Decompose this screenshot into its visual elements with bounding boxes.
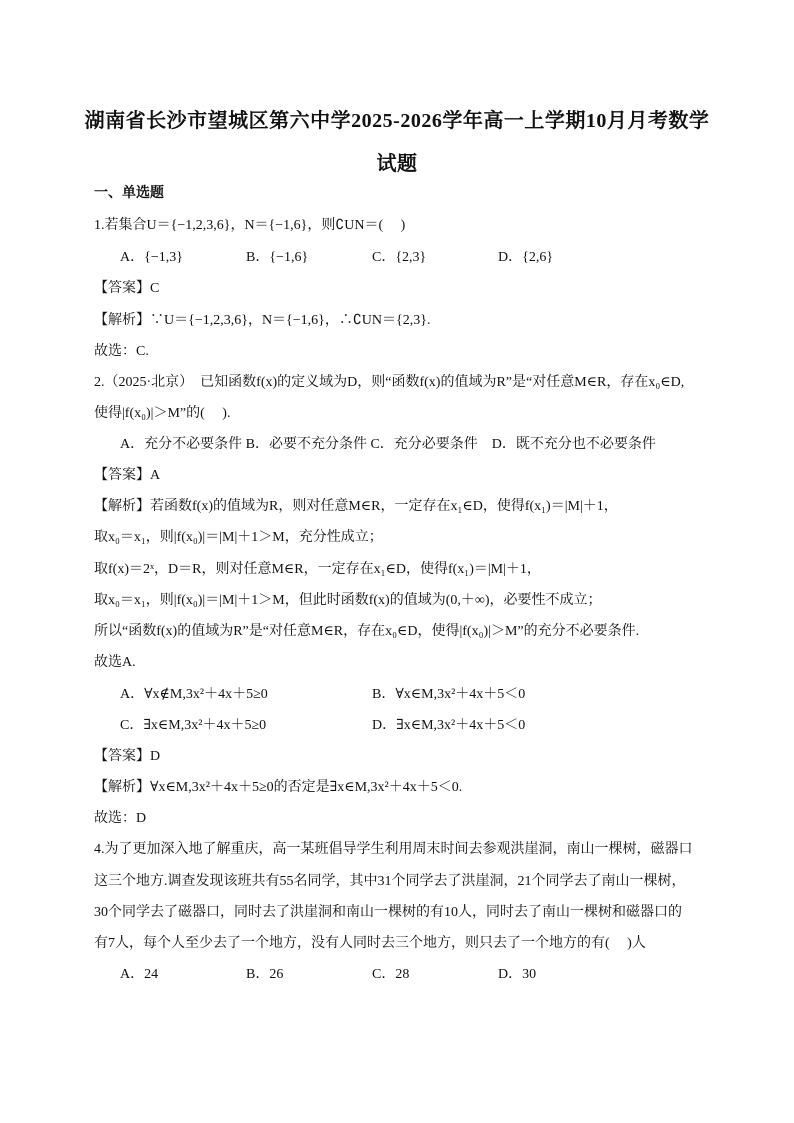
q3-answer: 【答案】D bbox=[94, 749, 161, 764]
q3-option-b: B．∀x∈M,3x²＋4x＋5＜0 bbox=[372, 687, 526, 702]
q1-analysis: 【解析】∵U＝{−1,2,3,6}，N＝{−1,6}，∴∁UN＝{2,3}. bbox=[94, 313, 431, 328]
q4-option-a: A．24 bbox=[120, 967, 159, 982]
q1-option-b: B．{−1,6} bbox=[246, 250, 309, 265]
q2-answer: 【答案】A bbox=[94, 468, 161, 483]
q1-conclusion: 故选：C. bbox=[94, 344, 149, 359]
q2-analysis-line2: 取x₀＝x₁，则|f(x₀)|＝|M|＋1＞M，充分性成立； bbox=[94, 530, 383, 545]
q2-analysis-line4: 取x₀＝x₁，则|f(x₀)|＝|M|＋1＞M，但此时函数f(x)的值域为(0,＋∞)，必要性不成立； bbox=[94, 593, 602, 608]
q3-option-a: A．∀x∉M,3x²＋4x＋5≥0 bbox=[120, 687, 268, 702]
q2-conclusion: 故选A. bbox=[94, 655, 136, 670]
q2-analysis-line1: 【解析】若函数f(x)的值域为R，则对任意M∈R，一定存在x₁∈D，使得f(x₁)＝|M|＋1， bbox=[94, 499, 618, 514]
q2-analysis-line3: 取f(x)＝2ˣ，D＝R，则对任意M∈R，一定存在x₁∈D，使得f(x₁)＝|M|＋1， bbox=[94, 562, 541, 577]
q1-answer: 【答案】C bbox=[94, 281, 160, 296]
q4-option-c: C．28 bbox=[372, 967, 410, 982]
q3-option-c: C．∃x∈M,3x²＋4x＋5≥0 bbox=[120, 718, 267, 733]
doc-title-line2: 试题 bbox=[376, 153, 418, 175]
q4-stem-line3: 30个同学去了磁器口，同时去了洪崖洞和南山一棵树的有10人，同时去了南山一棵树和磁器口的 bbox=[94, 905, 682, 920]
q4-stem-line1: 4.为了更加深入地了解重庆，高一某班倡导学生利用周末时间去参观洪崖洞，南山一棵树，磁器口 bbox=[94, 842, 693, 857]
q4-option-b: B．26 bbox=[246, 967, 284, 982]
q1-stem: 1.若集合U＝{−1,2,3,6}，N＝{−1,6}，则∁UN＝( ) bbox=[94, 218, 406, 233]
q4-option-d: D．30 bbox=[498, 967, 537, 982]
q3-option-d: D．∃x∈M,3x²＋4x＋5＜0 bbox=[372, 718, 526, 733]
q1-option-a: A．{−1,3} bbox=[120, 250, 183, 265]
q3-conclusion: 故选：D bbox=[94, 811, 147, 826]
q2-stem-line2: 使得|f(x₀)|＞M”的( ). bbox=[94, 406, 231, 421]
q1-option-d: D．{2,6} bbox=[498, 250, 554, 265]
doc-title-line1: 湖南省长沙市望城区第六中学2025-2026学年高一上学期10月月考数学 bbox=[84, 110, 710, 132]
q1-option-c: C．{2,3} bbox=[372, 250, 427, 265]
section-heading: 一、单选题 bbox=[94, 186, 164, 201]
q2-stem-line1: 2.（2025·北京） 已知函数f(x)的定义域为D，则“函数f(x)的值域为R”是“对任意M∈R，存在x₀∈D, bbox=[94, 375, 685, 390]
q2-options: A．充分不必要条件 B．必要不充分条件 C．充分必要条件 D．既不充分也不必要条件 bbox=[120, 437, 656, 452]
q3-analysis: 【解析】∀x∈M,3x²＋4x＋5≥0的否定是∃x∈M,3x²＋4x＋5＜0. bbox=[94, 780, 463, 795]
q4-stem-line4: 有7人，每个人至少去了一个地方，没有人同时去三个地方，则只去了一个地方的有( )人 bbox=[94, 936, 646, 951]
q2-analysis-line5: 所以“函数f(x)的值域为R”是“对任意M∈R，存在x₀∈D，使得|f(x₀)|＞M”的充分不必要条件. bbox=[94, 624, 640, 639]
q4-stem-line2: 这三个地方.调查发现该班共有55名同学，其中31个同学去了洪崖洞，21个同学去了南山一棵树， bbox=[94, 874, 686, 889]
